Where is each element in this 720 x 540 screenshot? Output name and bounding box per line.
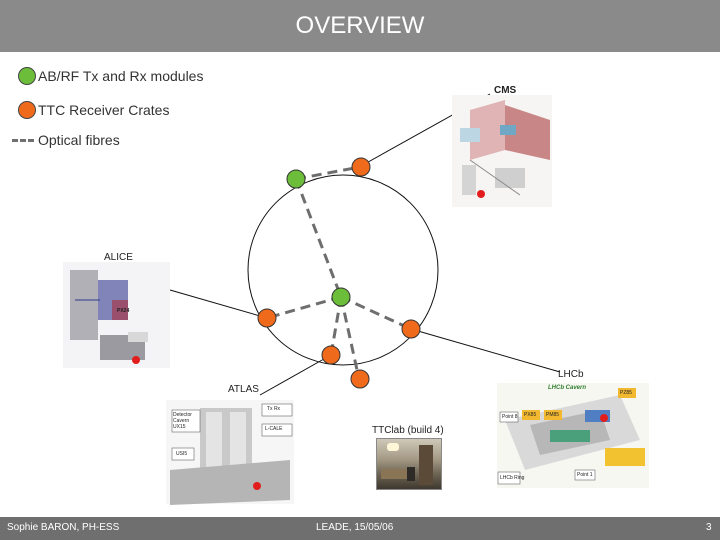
cms-label: CMS <box>494 85 517 96</box>
photo-door <box>419 445 433 485</box>
lhcb-connector-line <box>411 329 560 372</box>
atlas-txrx-label: Tx Rx <box>267 406 281 412</box>
fibre-hub <box>296 179 341 297</box>
module-node-top <box>287 170 305 188</box>
atlas-cavern-label: Detector Cavern UX15 <box>173 412 192 430</box>
lhcb-ring-label: LHCb Ring <box>500 475 525 481</box>
atlas-connector-line <box>260 355 331 395</box>
page-number: 3 <box>706 522 712 533</box>
slide-title: OVERVIEW <box>295 12 425 39</box>
footer-event-date: LEADE, 15/05/06 <box>316 522 394 533</box>
fibre-legend-label: Optical fibres <box>38 132 120 148</box>
fibre-cms <box>296 167 360 179</box>
photo-lamp <box>387 443 399 451</box>
alice-pit-label: PX24 <box>117 308 130 314</box>
photo-chair <box>407 467 415 481</box>
lhcb-brand-label: LHCb Cavern <box>548 385 587 391</box>
lhcb-detector-image <box>497 383 649 488</box>
crate-node-ttclab <box>351 370 369 388</box>
lhcb-point8-label: Point 8 <box>502 414 518 420</box>
lhcb-pz85-label: PZ85 <box>620 390 632 396</box>
module-node-center <box>332 288 350 306</box>
crate-legend-label: TTC Receiver Crates <box>38 102 170 118</box>
alice-connector-line <box>170 290 267 318</box>
crate-node-alice <box>258 309 276 327</box>
lhcb-pm85-label: PM85 <box>546 412 560 418</box>
lhcb-label: LHCb <box>558 369 584 380</box>
footer-author: Sophie BARON, PH-ESS <box>7 522 120 533</box>
crate-node-atlas <box>322 346 340 364</box>
lhcb-px85-label: PX85 <box>524 412 537 418</box>
lhcb-point1-label: Point 1 <box>577 472 593 478</box>
fibre-lhcb <box>341 297 411 329</box>
ttclab-photo <box>376 438 442 490</box>
fibre-ttclab <box>341 297 359 379</box>
atlas-label: ATLAS <box>228 384 259 395</box>
ttclab-label: TTClab (build 4) <box>372 425 444 436</box>
atlas-usi5-label: USI5 <box>176 451 188 457</box>
atlas-lcale-label: L-CALE <box>265 426 283 432</box>
cms-detector-image <box>452 95 552 207</box>
alice-label: ALICE <box>104 252 133 263</box>
crate-node-cms <box>352 158 370 176</box>
module-legend-label: AB/RF Tx and Rx modules <box>38 68 204 84</box>
alice-detector-image <box>63 262 170 368</box>
fibre-alice <box>267 297 341 318</box>
crate-node-lhcb <box>402 320 420 338</box>
